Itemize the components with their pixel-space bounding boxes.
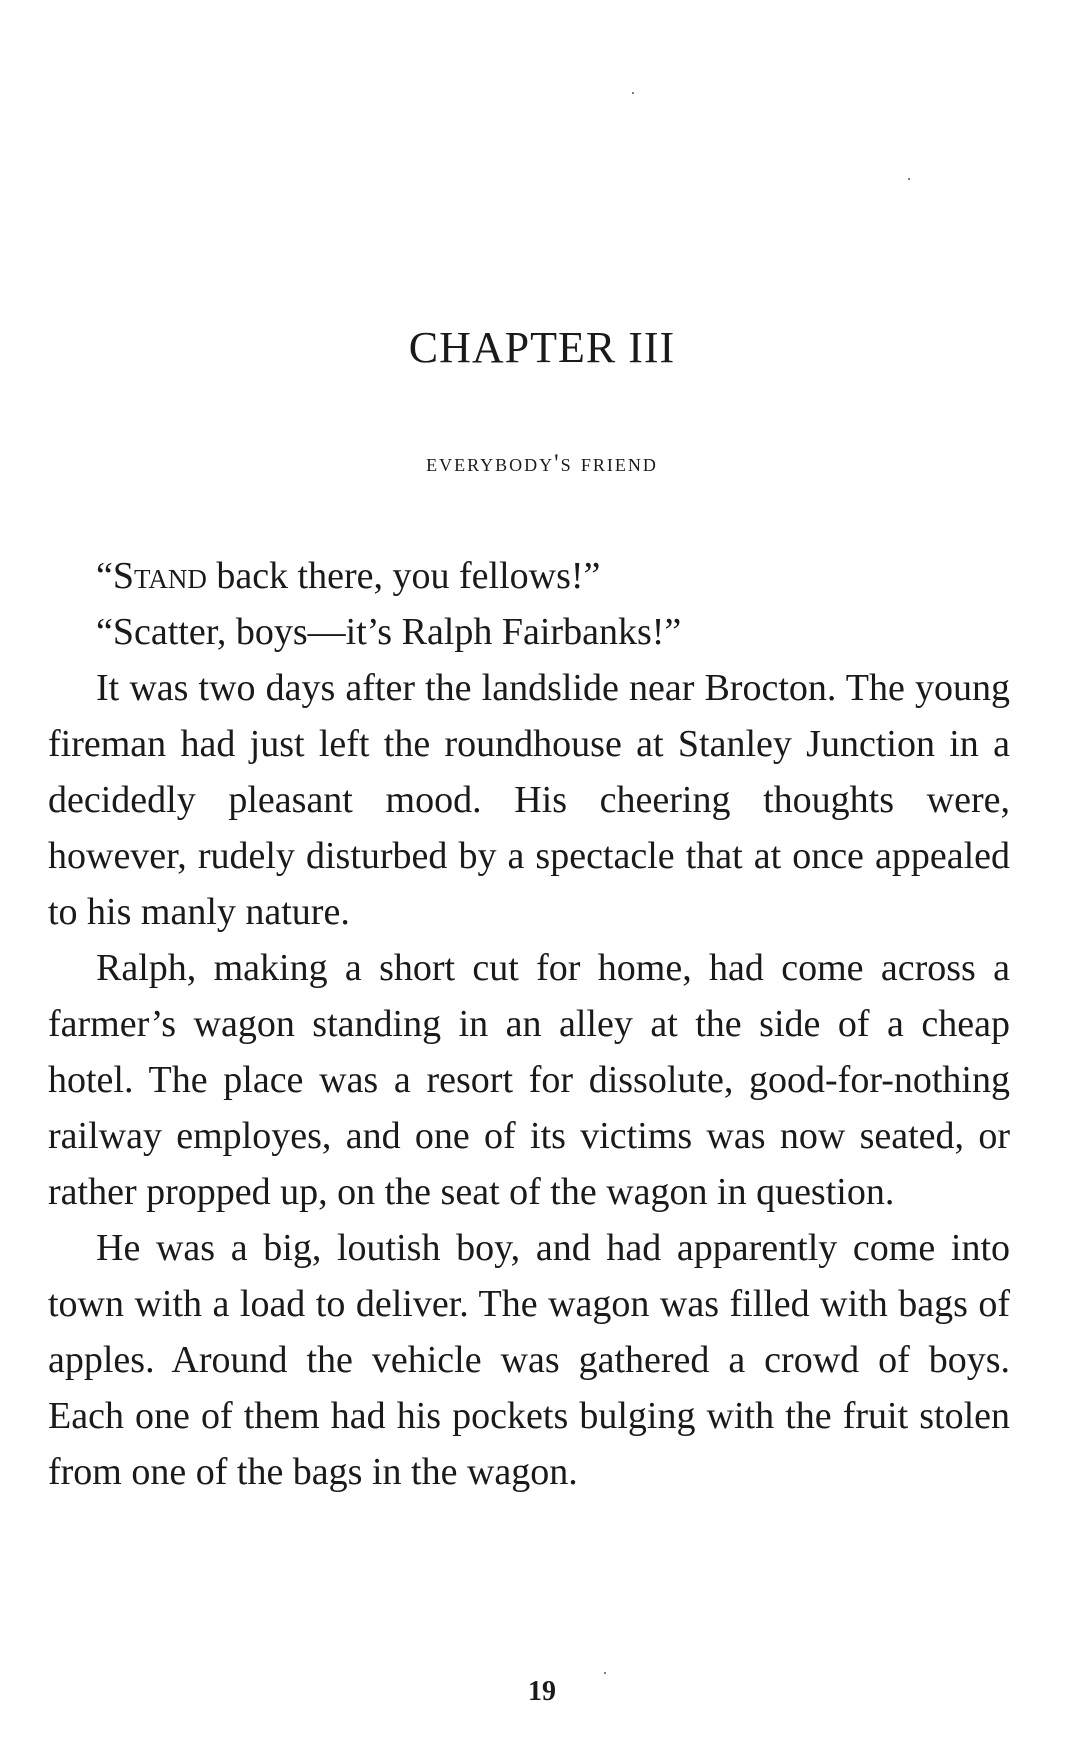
paragraph-text: “Scatter, boys—it’s Ralph Fairbanks!” [96,611,682,653]
paragraph-1 [48,548,1010,604]
paragraph-text: back there, you fellows!” [206,555,601,597]
paragraph-4 [48,940,1010,1220]
print-speck [908,178,910,180]
print-speck [632,92,634,94]
paragraph-3 [48,660,1010,940]
paragraph-5 [48,1220,1010,1500]
opening-word: “Stand [96,555,207,597]
print-speck [604,1672,606,1674]
paragraph-text: Ralph, making a short cut for home, had come across a farmer’s wagon standing in an alley at the side of a cheap hotel. The place was a resort for dissolute, good-for-nothing railway employes, and one of its victims was now seated, or rather propped up, on the seat of the wagon in question. [48,947,1010,1213]
chapter-heading: CHAPTER III [408,323,676,372]
page-number: 19 [528,1676,556,1707]
paragraph-text: He was a big, loutish boy, and had apparently come into town with a load to deliver. The wagon was filled with bags of apples. Around the vehicle was gathered a crowd of boys. Each one of them had his pockets bulging with the fruit stolen from one of the bags in the wagon. [48,1227,1010,1493]
chapter-title: everybody's friend [426,450,658,477]
paragraph-2 [48,604,1010,660]
paragraph-text: It was two days after the landslide near Brocton. The young fireman had just left the roundhouse at Stanley Junction in a decidedly pleasant mood. His cheering thoughts were, however, rudely disturbed by a spectacle that at once appealed to his manly nature. [48,667,1010,933]
chapter-body [48,548,1010,1500]
